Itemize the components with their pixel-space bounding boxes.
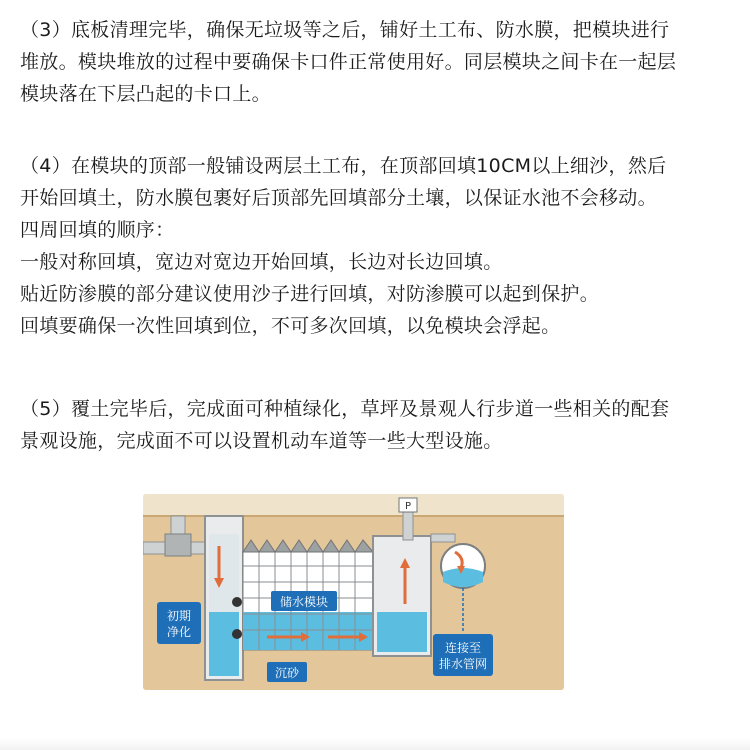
text-line: 堆放。模块堆放的过程中要确保卡口件正常使用好。同层模块之间卡在一起层 xyxy=(20,51,677,73)
drain-network-label: 连接至 xyxy=(444,641,482,655)
drain-network-label: 排水管网 xyxy=(438,657,488,671)
text-line: 回填要确保一次性回填到位，不可多次回填，以免模块会浮起。 xyxy=(20,315,561,337)
section-3-paragraph xyxy=(20,14,732,110)
storage-module-label: 储水模块 xyxy=(279,595,329,609)
drain-water xyxy=(443,568,483,587)
text-line: （4）在模块的顶部一般铺设两层土工布，在顶部回填10CM以上细沙，然后 xyxy=(20,155,667,177)
text-line: 贴近防渗膜的部分建议使用沙子进行回填，对防渗膜可以起到保护。 xyxy=(20,283,600,305)
text-line: （5）覆土完毕后，完成面可种植绿化，草坪及景观人行步道一些相关的配套 xyxy=(20,398,670,420)
initial-purification-label: 初期 xyxy=(166,609,192,623)
valve-body xyxy=(165,534,191,556)
module-water xyxy=(243,612,373,650)
text-line: 景观设施，完成面不可以设置机动车道等一些大型设施。 xyxy=(20,430,503,452)
pump-icon: P xyxy=(404,501,412,512)
text-line: 四周回填的顺序： xyxy=(20,219,175,241)
page-bottom-edge xyxy=(0,738,750,750)
sediment-label: 沉砂 xyxy=(274,666,300,680)
pump-riser xyxy=(403,510,413,540)
pump-tank-water xyxy=(377,612,427,652)
text-line: 模块落在下层凸起的卡口上。 xyxy=(20,83,271,105)
pipe-joint xyxy=(232,629,242,639)
ground-surface xyxy=(143,494,564,516)
section-5-paragraph xyxy=(20,393,732,457)
section-4-paragraph xyxy=(20,150,732,342)
rainwater-system-diagram xyxy=(143,494,564,690)
initial-purification-label: 净化 xyxy=(166,625,192,639)
filter-tank-water xyxy=(209,612,239,676)
outlet-pipe xyxy=(431,534,455,542)
pipe-joint xyxy=(232,597,242,607)
text-line: 开始回填土，防水膜包裹好后顶部先回填部分土壤，以保证水池不会移动。 xyxy=(20,187,657,209)
text-line: （3）底板清理完毕，确保无垃圾等之后，铺好土工布、防水膜，把模块进行 xyxy=(20,19,670,41)
text-line: 一般对称回填，宽边对宽边开始回填，长边对长边回填。 xyxy=(20,251,503,273)
diagram-svg xyxy=(143,494,564,690)
